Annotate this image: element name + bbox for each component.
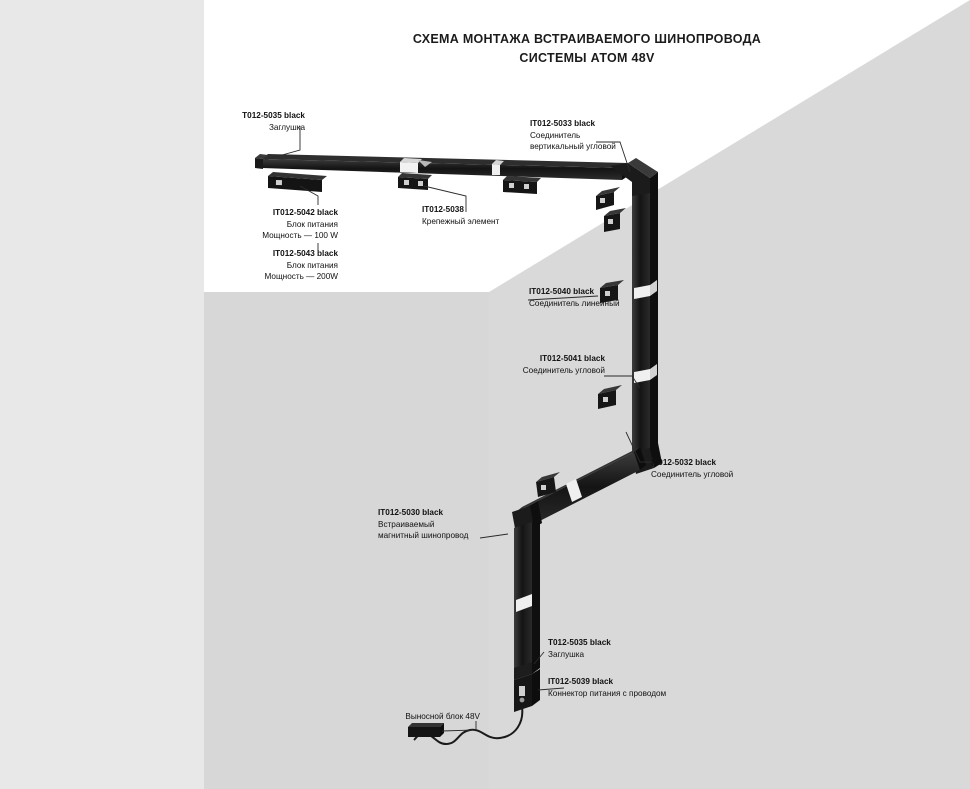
corner-connector-5041-part: [598, 385, 622, 409]
label-linear-connector: IT012-5040 black Соединитель линейный: [529, 287, 620, 308]
label-remote-block: Выносной блок 48V: [405, 712, 480, 721]
remote-driver-block: [408, 723, 444, 737]
mounting-element-1: [398, 173, 432, 190]
label-corner-connector-5041: IT012-5041 black Соединитель угловой: [522, 354, 605, 375]
label-power-connector: IT012-5039 black Коннектор питания с проводом: [548, 677, 667, 698]
connector-5033-part: [596, 187, 620, 210]
connector-5033-part2: [604, 208, 626, 232]
label-mount-element: IT012-5038 Крепежный элемент: [422, 205, 500, 226]
mounting-element-2: [503, 176, 541, 194]
label-track-5030: IT012-5030 black Встраиваемый магнитный шинопровод: [378, 508, 469, 540]
page-title-line2: СИСТЕМЫ АТОМ 48V: [519, 51, 655, 65]
track-run-right-vertical: [632, 188, 658, 470]
label-driver-200: IT012-5043 black Блок питания Мощность — 200W: [264, 249, 338, 281]
label-vertical-corner-connector: IT012-5033 black Соединитель вертикальный угловой: [530, 119, 616, 151]
label-cap-bottom: T012-5035 black Заглушка: [548, 638, 611, 659]
power-supply-100w: [268, 172, 327, 192]
label-corner-connector-5032: IT012-5032 black Соединитель угловой: [651, 458, 734, 479]
label-cap-top: T012-5035 black Заглушка: [242, 111, 305, 132]
track-run-bottom-vertical: [514, 517, 540, 676]
page-title-line1: СХЕМА МОНТАЖА ВСТРАИВАЕМОГО ШИНОПРОВОДА: [412, 32, 762, 46]
label-driver-100: IT012-5042 black Блок питания Мощность — 100 W: [262, 208, 338, 240]
